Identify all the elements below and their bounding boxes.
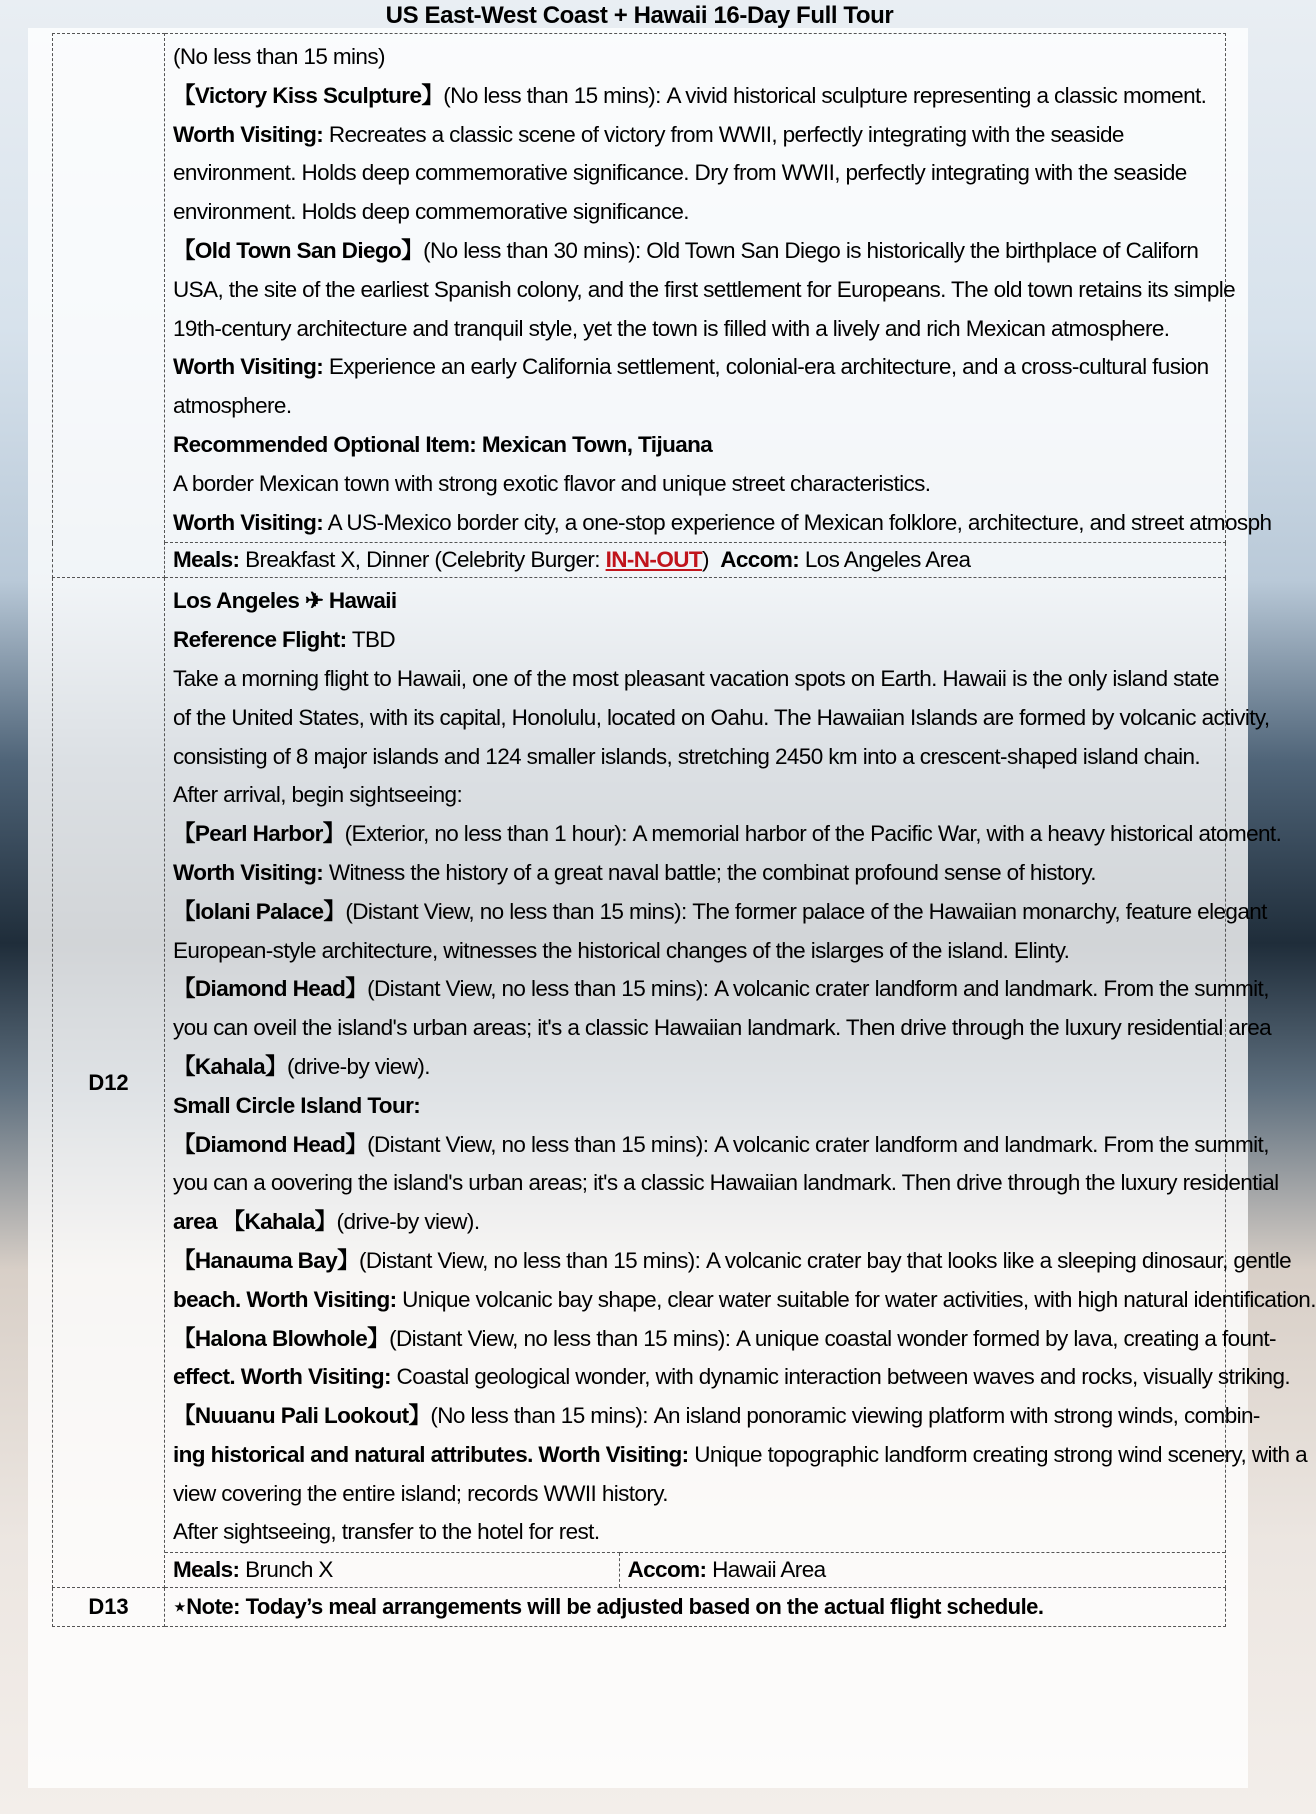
text-line xyxy=(173,1164,1279,1203)
text-line xyxy=(173,893,1267,932)
day-cell-d12: D12 xyxy=(53,578,165,1588)
body-text: (Distant View, no less than 15 mins): A unique coastal wonder formed by lava, creating a fount- xyxy=(389,1325,1276,1351)
bold-heading: Small Circle Island Tour: xyxy=(173,1092,421,1118)
text-line xyxy=(173,116,1219,155)
body-text: Take a morning flight to Hawaii, one of the most pleasant vacation spots on Earth. Hawaii is the only island state xyxy=(173,665,1219,691)
bold-heading: 【Halona Blowhole】 xyxy=(173,1325,390,1351)
body-text: Coastal geological wonder, with dynamic interaction between waves and rocks, visually striking. xyxy=(390,1364,1291,1390)
day-content-d12 xyxy=(165,578,1316,1588)
text-line xyxy=(173,1397,1260,1436)
body-text: environment. Holds deep commemorative significance. Dry from WWII, perfectly integrating with the seaside xyxy=(173,160,1187,186)
text-line xyxy=(173,387,1219,426)
bold-heading: Worth Visiting: xyxy=(173,121,324,147)
text-line xyxy=(173,271,1236,310)
text-line xyxy=(173,1513,1219,1552)
body-text: A US-Mexico border city, a one-stop experience of Mexican folklore, architecture, and street atmosph xyxy=(323,509,1272,535)
text-line xyxy=(173,1048,1219,1087)
body-text: (drive-by view). xyxy=(286,1053,430,1079)
text-line xyxy=(173,154,1219,193)
text-line xyxy=(173,232,1219,271)
bold-heading: Reference Flight: xyxy=(173,627,347,653)
bold-heading: Recommended Optional Item: Mexican Town, Tijuana xyxy=(173,431,713,457)
body-text: After arrival, begin sightseeing: xyxy=(173,782,463,808)
text-line xyxy=(173,815,1282,854)
text-line xyxy=(173,1358,1291,1397)
bold-heading: 【Victory Kiss Sculpture】 xyxy=(173,82,444,108)
bold-heading: ing historical and natural attributes. Worth Visiting: xyxy=(173,1441,689,1467)
body-text: Unique topographic landform creating strong wind scenery, with a xyxy=(688,1441,1308,1467)
day-row-d13 xyxy=(53,1588,1226,1627)
text-line xyxy=(173,1009,1272,1048)
bold-heading: 【Nuuanu Pali Lookout】 xyxy=(173,1403,431,1429)
bold-heading: Worth Visiting: xyxy=(173,509,324,535)
bold-heading: Worth Visiting: xyxy=(173,859,324,885)
text-line xyxy=(173,38,1219,77)
body-text: (drive-by view). xyxy=(336,1209,480,1235)
text-line xyxy=(173,699,1270,738)
body-text: atmosphere. xyxy=(173,393,292,419)
body-text: environment. Holds deep commemorative significance. xyxy=(173,199,689,225)
body-text: After sightseeing, transfer to the hotel for rest. xyxy=(173,1519,600,1545)
text-line xyxy=(173,1475,1219,1514)
text-line xyxy=(173,1242,1292,1281)
meals-label: Meals: xyxy=(173,547,240,573)
meals-accom-d11 xyxy=(165,543,1226,578)
body-text: (No less than 15 mins): An island ponoramic viewing platform with strong winds, combin- xyxy=(430,1403,1260,1429)
body-text: consisting of 8 major islands and 124 smaller islands, stretching 2450 km into a crescent-shaped island chain. xyxy=(173,743,1201,769)
body-text: TBD xyxy=(346,627,396,653)
text-line xyxy=(173,738,1219,777)
text-line xyxy=(173,193,1219,232)
accom-value: Los Angeles Area xyxy=(799,547,971,573)
bold-heading: area 【Kahala】 xyxy=(173,1209,337,1235)
body-text: you can oveil the island's urban areas; it's a classic Hawaiian landmark. Then drive through the luxury residential area xyxy=(173,1015,1272,1041)
body-text: Recreates a classic scene of victory from WWII, perfectly integrating with the seaside xyxy=(323,121,1124,147)
meals-value: Brunch X xyxy=(239,1557,333,1583)
day-row-d12 xyxy=(53,578,1226,1588)
bold-heading: Los Angeles ✈ Hawaii xyxy=(173,588,397,614)
text-line xyxy=(173,1203,1219,1242)
text-line xyxy=(173,776,1219,815)
text-line xyxy=(173,504,1272,543)
day-row-d11 xyxy=(53,34,1226,543)
body-text: (Exterior, no less than 1 hour): A memorial harbor of the Pacific War, with a heavy historical atoment. xyxy=(344,821,1282,847)
text-line xyxy=(173,348,1219,387)
body-text: view covering the entire island; records WWII history. xyxy=(173,1480,668,1506)
bold-heading: 【Iolani Palace】 xyxy=(173,898,346,924)
body-text: (Distant View, no less than 15 mins): A volcanic crater landform and landmark. From the summit, xyxy=(367,976,1269,1002)
bold-heading: Worth Visiting: xyxy=(173,354,324,380)
text-line xyxy=(173,970,1269,1009)
bold-heading: 【Old Town San Diego】 xyxy=(173,237,424,263)
d11-paragraphs xyxy=(173,38,1272,542)
body-text: 19th-century architecture and tranquil style, yet the town is filled with a lively and rich Mexican atmosphere. xyxy=(173,315,1170,341)
meals-value: Breakfast X, Dinner (Celebrity Burger: xyxy=(239,547,606,573)
bold-heading: 【Hanauma Bay】 xyxy=(173,1247,360,1273)
text-line xyxy=(173,1087,1219,1126)
text-line xyxy=(173,1126,1269,1165)
meals-label: Meals: xyxy=(173,1557,240,1583)
body-text: Witness the history of a great naval battle; the combinat profound sense of history. xyxy=(323,859,1096,885)
accom-value: Hawaii Area xyxy=(706,1557,826,1583)
bold-heading: beach. Worth Visiting: xyxy=(173,1286,397,1312)
day-content-d11 xyxy=(165,34,1272,543)
text-line xyxy=(173,310,1219,349)
body-text: (No less than 15 mins) xyxy=(173,44,385,69)
day-cell-d13: D13 xyxy=(53,1588,165,1627)
bold-heading: 【Diamond Head】 xyxy=(173,976,368,1002)
text-line xyxy=(173,465,1219,504)
text-line xyxy=(173,1320,1276,1359)
meals-value-end: ) xyxy=(702,547,709,573)
accom-cell-d12 xyxy=(619,1553,1225,1588)
text-line xyxy=(173,1436,1308,1475)
bold-heading: 【Pearl Harbor】 xyxy=(173,821,345,847)
in-n-out-highlight: IN-N-OUT xyxy=(605,547,703,573)
body-text: (No less than 30 mins): Old Town San Diego is historically the birthplace of Californ xyxy=(423,237,1199,263)
text-line xyxy=(173,621,1219,660)
body-text: (Distant View, no less than 15 mins): A volcanic crater landform and landmark. From the summit, xyxy=(367,1131,1269,1157)
meals-accom-d12 xyxy=(165,1552,1225,1587)
text-line xyxy=(173,932,1219,971)
text-line xyxy=(173,660,1219,699)
bold-heading: 【Diamond Head】 xyxy=(173,1131,368,1157)
body-text: you can a oovering the island's urban areas; it's a classic Hawaiian landmark. Then drive through the luxury residential xyxy=(173,1170,1279,1196)
body-text: USA, the site of the earliest Spanish colony, and the first settlement for Europeans. The old town retains its simple xyxy=(173,276,1236,302)
bold-heading: effect. Worth Visiting: xyxy=(173,1364,391,1390)
text-line xyxy=(173,582,1219,621)
body-text: A border Mexican town with strong exotic flavor and unique street characteristics. xyxy=(173,470,931,496)
body-text: of the United States, with its capital, Honolulu, located on Oahu. The Hawaiian Islands are formed by volcanic activity, xyxy=(173,704,1270,730)
body-text: European-style architecture, witnesses the historical changes of the islarges of the island. Elinty. xyxy=(173,937,1070,963)
accom-label: Accom: xyxy=(720,547,800,573)
note-d13: ⋆Note: Today’s meal arrangements will be adjusted based on the actual flight schedule. xyxy=(165,1588,1226,1627)
day-cell-d11 xyxy=(53,34,165,578)
text-line xyxy=(173,1281,1316,1320)
text-line xyxy=(173,426,1219,465)
body-text: (Distant View, no less than 15 mins): A volcanic crater bay that looks like a sleeping dinosaur, gentle xyxy=(359,1247,1292,1273)
bold-heading: 【Kahala】 xyxy=(173,1053,287,1079)
text-line xyxy=(173,77,1219,116)
body-text: (Distant View, no less than 15 mins): The former palace of the Hawaiian monarchy, feature elegant xyxy=(345,898,1267,924)
body-text: Unique volcanic bay shape, clear water suitable for water activities, with high natural identification. xyxy=(396,1286,1316,1312)
page-title: US East-West Coast + Hawaii 16-Day Full Tour xyxy=(385,2,894,29)
d12-paragraphs xyxy=(173,582,1316,1552)
itinerary-table xyxy=(52,33,1316,1627)
meals-row-d11 xyxy=(53,543,1226,578)
accom-label: Accom: xyxy=(627,1557,707,1583)
body-text: (No less than 15 mins): A vivid historical sculpture representing a classic moment. xyxy=(443,82,1207,108)
meals-cell-d12 xyxy=(165,1553,619,1588)
text-line xyxy=(173,854,1219,893)
body-text: Experience an early California settlement, colonial-era architecture, and a cross-cultural fusion xyxy=(323,354,1209,380)
